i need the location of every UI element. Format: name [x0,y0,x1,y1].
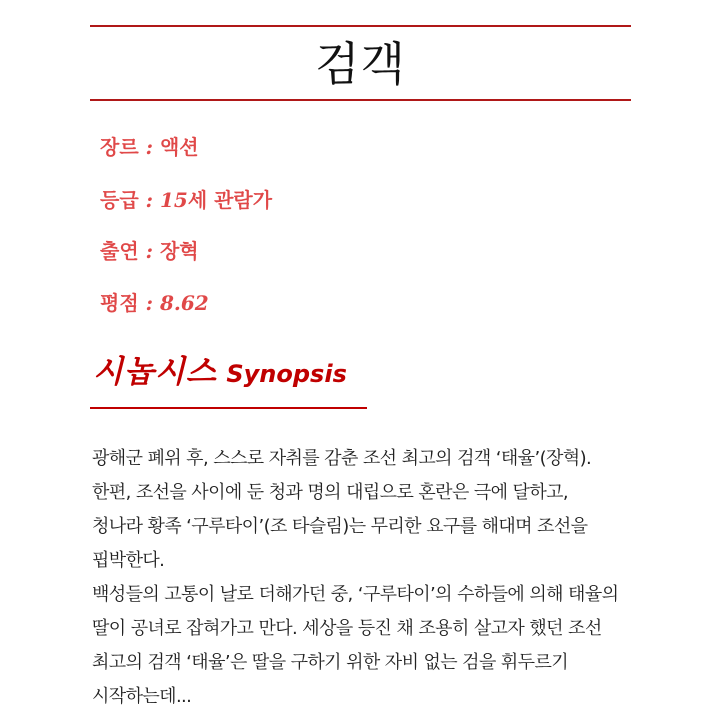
synopsis-line: 광해군 폐위 후, 스스로 자취를 감춘 조선 최고의 검객 ‘태율’(장혁). [92,448,592,469]
synopsis-line: 시작하는데... [92,686,192,707]
rating-separator: : [145,188,153,212]
info-genre [100,133,199,161]
rating-age: 15 [159,188,188,212]
title-top-rule [90,25,631,27]
synopsis-line: 청나라 황족 ‘구루타이’(조 타슬림)는 무리한 요구를 해대며 조선을 [92,516,588,537]
synopsis-heading-ko: 시놉시스 [93,354,217,390]
synopsis-line: 백성들의 고통이 날로 더해가던 중, ‘구루타이’의 수하들에 의해 태율의 [92,584,619,605]
genre-separator: : [145,135,153,159]
rating-value-text: 세 관람가 [187,188,273,212]
cast-separator: : [145,239,153,263]
score-value: 8.62 [159,291,209,315]
score-label: 평점 [100,291,139,315]
info-score [100,289,209,317]
synopsis-heading-en: Synopsis [226,360,347,388]
synopsis-heading [93,352,347,397]
synopsis-line: 한편, 조선을 사이에 둔 청과 명의 대립으로 혼란은 극에 달하고, [92,482,569,503]
cast-label: 출연 [100,239,139,263]
title-bottom-rule [90,99,631,101]
rating-label: 등급 [100,188,139,212]
genre-label: 장르 [100,135,139,159]
cast-value: 장혁 [159,239,199,263]
genre-value: 액션 [159,135,199,159]
synopsis-underline [90,407,367,409]
synopsis-line: 딸이 공녀로 잡혀가고 만다. 세상을 등진 채 조용히 살고자 했던 조선 [92,618,602,639]
synopsis-body [92,442,692,714]
page-title: 검객 [315,37,406,91]
synopsis-line: 핍박한다. [92,550,165,571]
score-separator: : [145,291,153,315]
info-cast [100,237,199,265]
info-rating [100,186,272,214]
synopsis-line: 최고의 검객 ‘태율’은 딸을 구하기 위한 자비 없는 검을 휘두르기 [92,652,569,673]
